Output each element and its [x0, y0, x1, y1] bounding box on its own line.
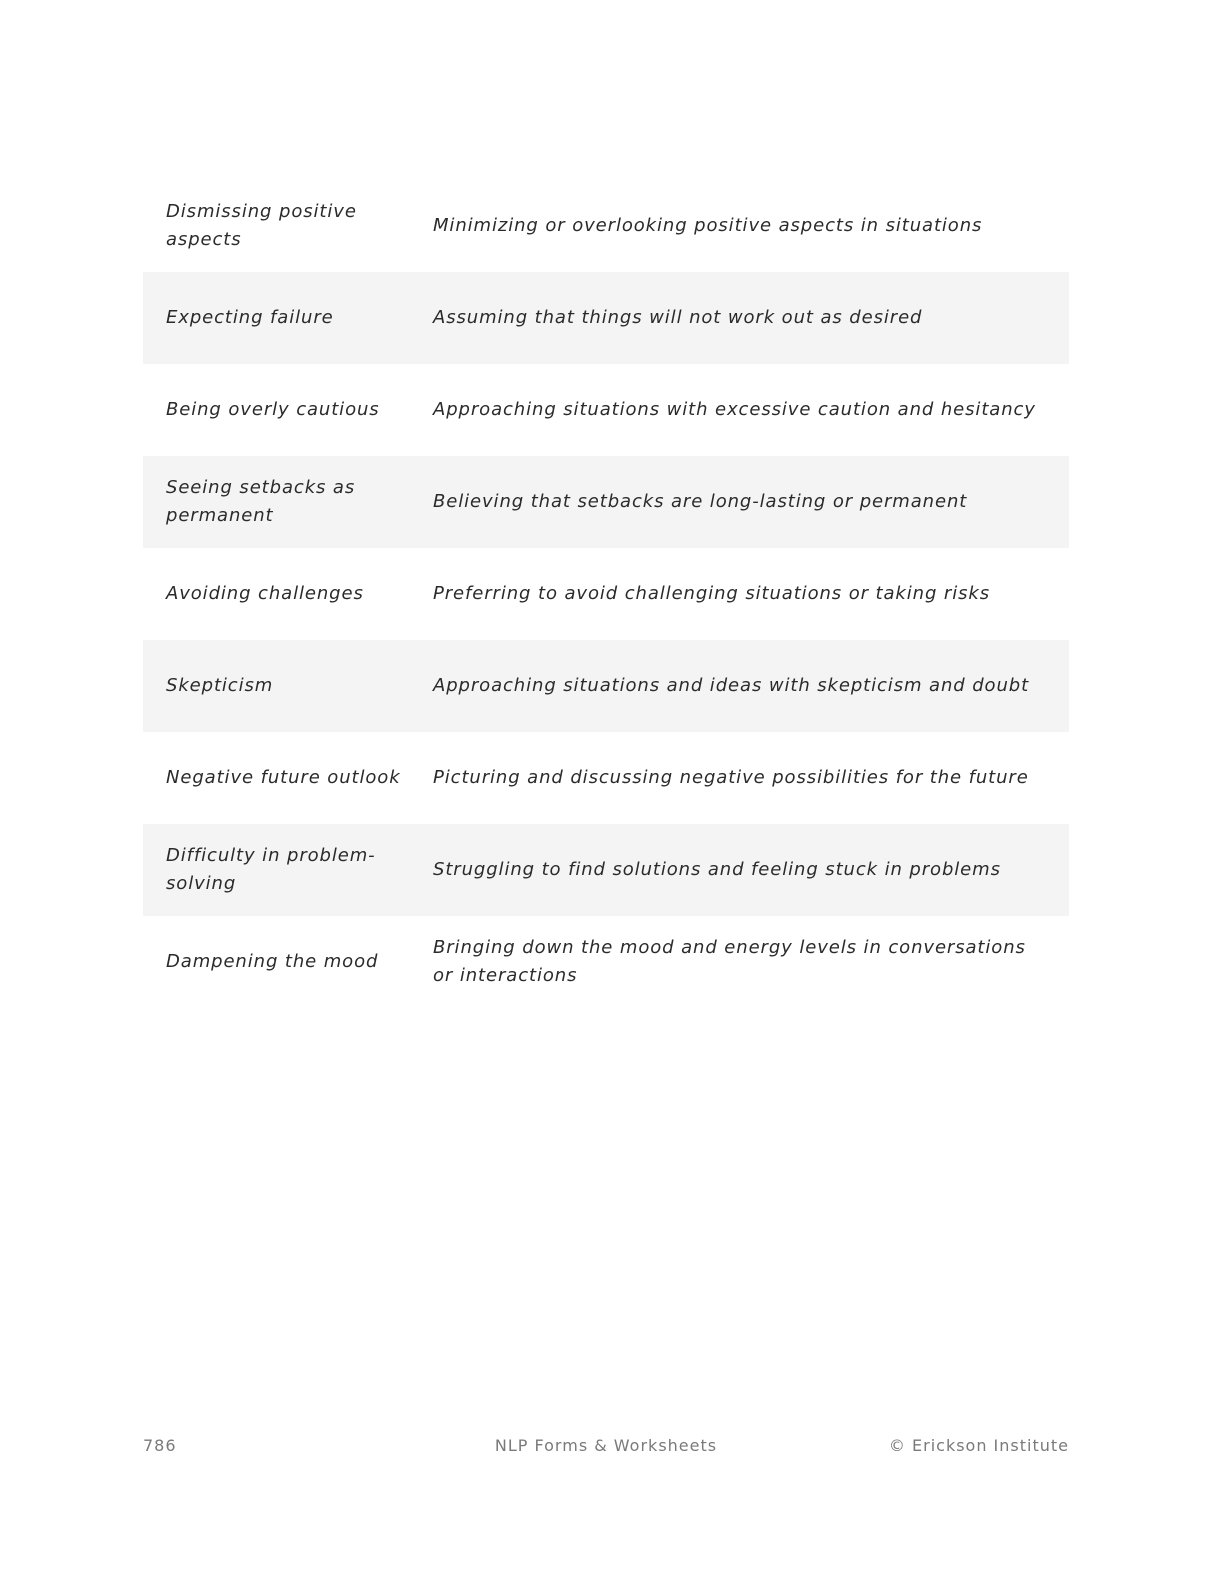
- term-cell: Dismissing positive aspects: [166, 201, 357, 250]
- traits-table: [143, 180, 1069, 1008]
- term-cell: Negative future outlook: [166, 767, 401, 788]
- description-cell: Picturing and discussing negative possibilities for the future: [433, 767, 1029, 788]
- term-cell: Difficulty in problem-solving: [166, 845, 376, 894]
- term-cell: Being overly cautious: [166, 399, 380, 420]
- table-row: [143, 364, 1069, 456]
- table-row: [143, 180, 1069, 272]
- description-cell: Approaching situations with excessive caution and hesitancy: [433, 399, 1036, 420]
- copyright-notice: © Erickson Institute: [888, 1436, 1069, 1455]
- page-number: 786: [143, 1436, 177, 1455]
- table-row: [143, 640, 1069, 732]
- table-row: [143, 456, 1069, 548]
- description-cell: Preferring to avoid challenging situations or taking risks: [433, 583, 990, 604]
- term-cell: Dampening the mood: [166, 951, 379, 972]
- description-cell: Approaching situations and ideas with skepticism and doubt: [433, 675, 1030, 696]
- description-cell: Assuming that things will not work out as desired: [433, 307, 923, 328]
- book-title: NLP Forms & Worksheets: [494, 1436, 718, 1455]
- description-cell: Minimizing or overlooking positive aspects in situations: [433, 215, 983, 236]
- table-row: [143, 548, 1069, 640]
- term-cell: Expecting failure: [166, 307, 334, 328]
- term-cell: Avoiding challenges: [166, 583, 364, 604]
- table-row: [143, 824, 1069, 916]
- description-cell: Bringing down the mood and energy levels in conversations or interactions: [433, 937, 1026, 986]
- table-row: [143, 732, 1069, 824]
- description-cell: Believing that setbacks are long-lasting or permanent: [433, 491, 968, 512]
- description-cell: Struggling to find solutions and feeling stuck in problems: [433, 859, 1001, 880]
- table-row: [143, 272, 1069, 364]
- table-row: [143, 916, 1069, 1008]
- page-footer: [143, 1436, 1069, 1460]
- term-cell: Seeing setbacks as permanent: [166, 477, 356, 526]
- term-cell: Skepticism: [166, 675, 274, 696]
